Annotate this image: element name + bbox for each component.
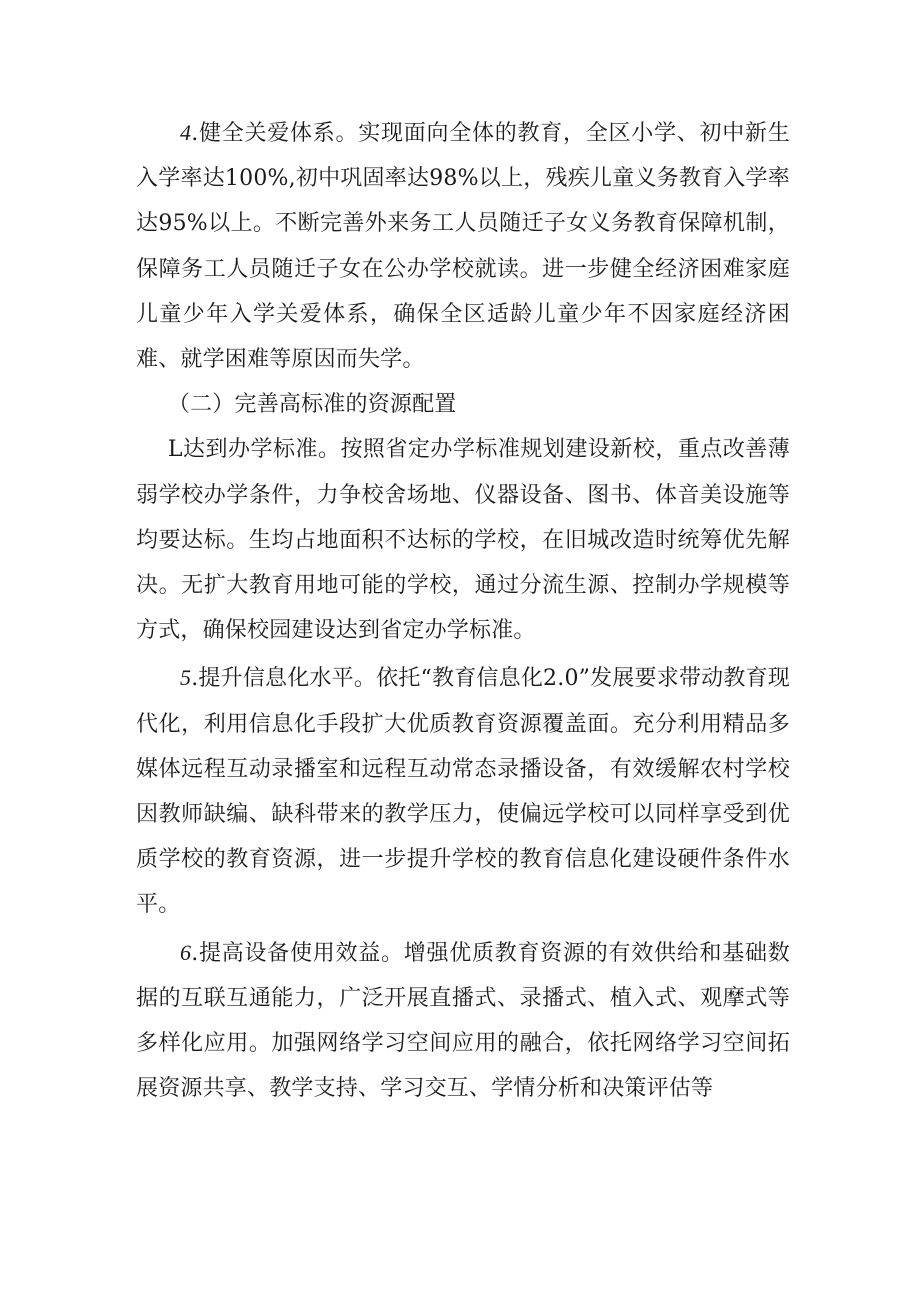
item-number: 6 — [180, 939, 192, 965]
paragraph-text: .健全关爱体系。实现面向全体的教育，全区小学、初中新生入学率达100%,初中巩固率达98%以上，残疾儿童义务教育入学率达95%以上。不断完善外来务工人员随迁子女义务教育保障机制，保障务工人员随迁子女在公办学校就读。进一步健全经济困难家庭儿童少年入学关爱体系，确保全区适龄儿童少年不因家庭经济困难、就学困难等原因而失学。 — [136, 121, 790, 373]
document-body — [136, 110, 790, 1111]
paragraph-equipment-efficiency — [136, 930, 790, 1112]
item-number: 4 — [180, 120, 192, 145]
paragraph-text: .提高设备使用效益。增强优质教育资源的有效供给和基础数据的互联互通能力，广泛开展直播式、录播式、植入式、观摩式等多样化应用。加强网络学习空间应用的融合，依托网络学习空间拓展资源共享、教学支持、学习交互、学情分析和决策评估等 — [136, 940, 790, 1102]
paragraph-care-system — [136, 110, 790, 382]
paragraph-school-standard — [136, 427, 790, 653]
paragraph-informatization — [136, 655, 790, 927]
paragraph-text: .提升信息化水平。依托“教育信息化2.0”发展要求带动教育现代化，利用信息化手段扩大优质教育资源覆盖面。充分利用精品多媒体远程互动录播室和远程互动常态录播设备，有效缓解农村学校因教师缺编、缺科带来的教学压力，使偏远学校可以同样享受到优质学校的教育资源，进一步提升学校的教育信息化建设硬件条件水平。 — [136, 666, 790, 918]
section-heading: （二）完善高标准的资源配置 — [167, 392, 457, 418]
paragraph-text: L达到办学标准。按照省定办学标准规划建设新校，重点改善薄弱学校办学条件，力争校舍场地、仪器设备、图书、体音美设施等均要达标。生均占地面积不达标的学校，在旧城改造时统筹优先解决。无扩大教育用地可能的学校，通过分流生源、控制办学规模等方式，确保校园建设达到省定办学标准。 — [136, 437, 790, 644]
item-number: 5 — [180, 665, 192, 691]
